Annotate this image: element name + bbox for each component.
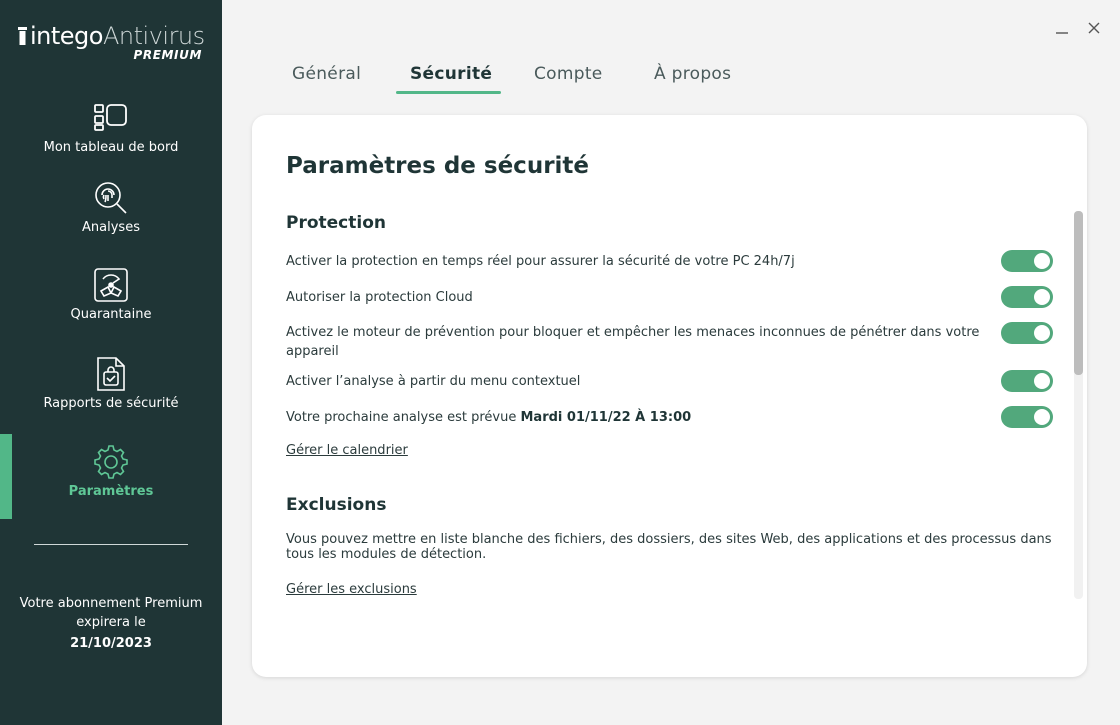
fingerprint-search-icon (93, 180, 129, 216)
logo-brand: intego (30, 22, 103, 50)
exclusions-section-title: Exclusions (286, 495, 387, 515)
toggle-knob (1034, 373, 1050, 389)
setting-label-cloud: Autoriser la protection Cloud (286, 290, 473, 305)
sidebar-item-dashboard[interactable] (0, 100, 222, 155)
setting-label-prevention: Activez le moteur de prévention pour bloquer et empêcher les menaces inconnues de pénétrer dans votre appareil (286, 325, 980, 359)
intego-logo-icon (18, 27, 27, 45)
realtime-protection-toggle[interactable] (1001, 250, 1053, 272)
subscription-text: Votre abonnement Premium expirera le (19, 596, 203, 630)
sidebar-item-label: Analyses (82, 220, 140, 235)
cloud-protection-toggle[interactable] (1001, 286, 1053, 308)
exclusions-description: Vous pouvez mettre en liste blanche des fichiers, des dossiers, des sites Web, des applications et des processus dans tous les modules de détection. (286, 532, 1052, 562)
next-scan-date: Mardi 01/11/22 À 13:00 (520, 410, 692, 425)
close-button[interactable] (1082, 16, 1106, 40)
toggle-knob (1034, 289, 1050, 305)
sidebar-divider (34, 544, 188, 545)
sidebar (0, 0, 222, 725)
minimize-button[interactable] (1050, 16, 1074, 40)
sidebar-item-label: Quarantaine (70, 307, 152, 322)
sidebar-item-label: Rapports de sécurité (43, 396, 179, 411)
scheduled-scan-toggle[interactable] (1001, 406, 1053, 428)
sidebar-item-label: Paramètres (68, 484, 154, 499)
settings-card (252, 115, 1087, 677)
setting-label-realtime: Activer la protection en temps réel pour assurer la sécurité de votre PC 24h/7j (286, 254, 795, 269)
tab-compte[interactable]: Compte (534, 64, 603, 84)
subscription-date: 21/10/2023 (70, 636, 152, 651)
tab-general[interactable]: Général (292, 64, 362, 84)
tab-securite[interactable]: Sécurité (410, 64, 493, 84)
sidebar-item-rapports[interactable] (0, 356, 222, 411)
app-logo (18, 22, 208, 62)
logo-product: Antivirus (102, 22, 205, 50)
protection-section-title: Protection (286, 213, 386, 233)
sidebar-item-parametres[interactable] (0, 444, 222, 499)
gear-icon (93, 444, 129, 480)
toggle-knob (1034, 253, 1050, 269)
setting-label-context-menu: Activer l’analyse à partir du menu contextuel (286, 374, 581, 389)
toggle-knob (1034, 409, 1050, 425)
active-tab-underline (396, 91, 501, 94)
context-menu-scan-toggle[interactable] (1001, 370, 1053, 392)
page-title: Paramètres de sécurité (286, 153, 590, 179)
sidebar-item-analyses[interactable] (0, 180, 222, 235)
manage-exclusions-link[interactable]: Gérer les exclusions (286, 582, 417, 597)
prevention-engine-toggle[interactable] (1001, 322, 1053, 344)
radiation-box-icon (93, 267, 129, 303)
next-scan-prefix: Votre prochaine analyse est prévue (286, 410, 521, 425)
report-document-icon (93, 356, 129, 392)
toggle-knob (1034, 325, 1050, 341)
scrollbar-thumb[interactable] (1074, 211, 1083, 375)
close-icon (1082, 16, 1106, 40)
tab-a-propos[interactable]: À propos (654, 64, 732, 84)
logo-tier: PREMIUM (133, 48, 202, 62)
setting-label-next-scan (286, 408, 986, 427)
sidebar-item-quarantaine[interactable] (0, 267, 222, 322)
manage-calendar-link[interactable]: Gérer le calendrier (286, 443, 408, 458)
minimize-icon (1050, 16, 1074, 40)
subscription-info (0, 594, 222, 653)
dashboard-icon (93, 100, 129, 136)
sidebar-item-label: Mon tableau de bord (43, 140, 179, 155)
